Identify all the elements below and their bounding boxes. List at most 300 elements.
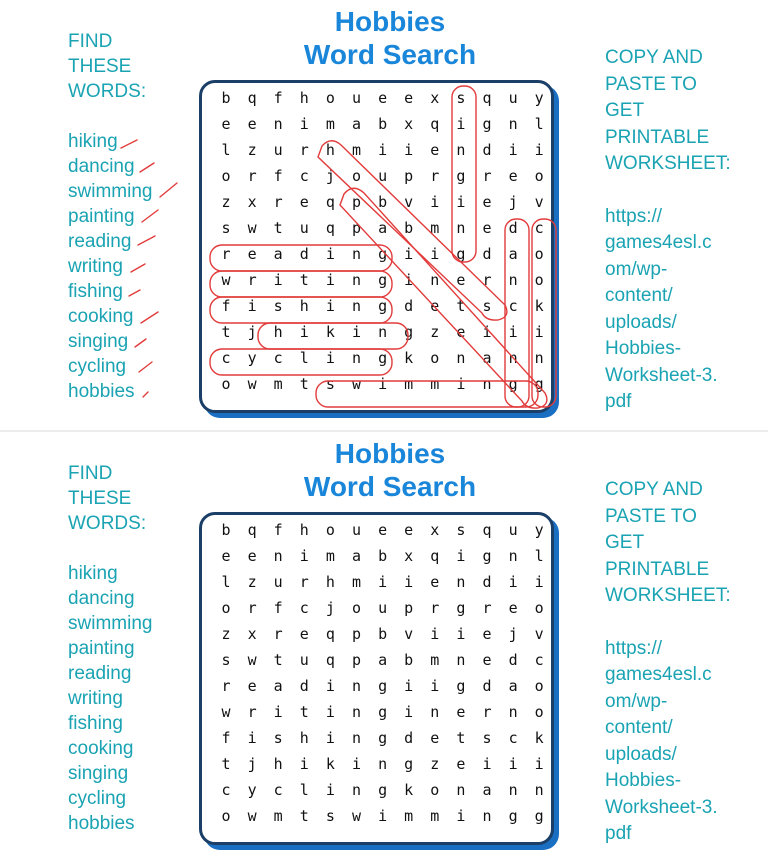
grid-letter: u <box>299 219 309 237</box>
grid-letter: z <box>221 625 231 643</box>
grid-letter: a <box>378 651 388 669</box>
grid-letter: a <box>508 677 518 695</box>
grid-letter: h <box>325 141 335 159</box>
grid-letter: i <box>508 141 518 159</box>
grid-letter: m <box>404 807 414 825</box>
grid-letter: p <box>404 599 414 617</box>
grid-letter: i <box>273 703 283 721</box>
grid-letter: r <box>299 573 309 591</box>
grid-letter: d <box>482 141 492 159</box>
grid-letter: z <box>221 193 231 211</box>
grid-letter: h <box>273 323 283 341</box>
grid-letter: q <box>247 521 257 539</box>
grid-letter: r <box>482 167 492 185</box>
grid-letter: q <box>430 547 440 565</box>
grid-letter: s <box>221 219 231 237</box>
copy-instructions <box>605 477 765 848</box>
grid-letter: s <box>273 729 283 747</box>
grid-letter: n <box>351 703 362 721</box>
grid-letter: k <box>534 297 544 315</box>
word-item: cooking <box>68 306 134 327</box>
grid-letter: s <box>325 807 335 825</box>
word-item: dancing <box>68 156 135 177</box>
grid-letter: s <box>456 521 466 539</box>
grid-letter: e <box>378 89 388 107</box>
word-item: fishing <box>68 281 123 302</box>
grid-letter: n <box>508 115 518 133</box>
grid-letter: g <box>378 729 388 747</box>
grid-letter: q <box>325 219 335 237</box>
grid-letter: j <box>247 323 257 341</box>
grid-letter: d <box>299 245 309 263</box>
copy-line: COPY AND <box>605 479 703 500</box>
grid-letter: i <box>456 375 466 393</box>
grid-letter: z <box>430 323 440 341</box>
grid-letter: i <box>378 807 388 825</box>
grid-letter: g <box>378 349 388 367</box>
grid-letter: m <box>273 807 283 825</box>
grid-letter: e <box>221 115 231 133</box>
grid-letter: q <box>325 651 335 669</box>
copy-line: GET <box>605 100 645 121</box>
grid-letter: i <box>247 729 257 747</box>
word-item: fishing <box>68 713 123 734</box>
grid-letter: g <box>508 375 518 393</box>
grid-letter: t <box>299 807 309 825</box>
grid-letter: i <box>456 547 466 565</box>
grid-letter: s <box>273 297 283 315</box>
grid-letter: d <box>404 729 414 747</box>
grid-letter: k <box>325 755 335 773</box>
grid-letter: p <box>351 651 362 669</box>
url-line[interactable]: games4esl.c <box>605 664 712 685</box>
grid-letter: u <box>378 599 388 617</box>
grid-letter: g <box>508 807 518 825</box>
grid-letter: u <box>351 89 362 107</box>
instruction-line: FIND <box>68 31 113 52</box>
grid-letter: e <box>482 193 492 211</box>
grid-letter: f <box>273 521 283 539</box>
word-item: painting <box>68 206 135 227</box>
grid-letter: m <box>430 375 440 393</box>
grid-letter: y <box>534 89 544 107</box>
grid-letter: j <box>325 599 335 617</box>
grid-letter: p <box>351 625 362 643</box>
grid-letter: t <box>456 297 466 315</box>
grid-letter: i <box>404 703 414 721</box>
grid-letter: i <box>247 297 257 315</box>
grid-letter: r <box>430 167 440 185</box>
grid-letter: e <box>508 167 518 185</box>
worksheet-title <box>255 437 525 503</box>
grid-letter: n <box>430 271 440 289</box>
grid-letter: i <box>351 323 362 341</box>
grid-letter: g <box>378 703 388 721</box>
grid-letter: n <box>456 219 466 237</box>
grid-letter: e <box>482 625 492 643</box>
grid-letter: w <box>351 375 362 393</box>
grid-letter: i <box>404 245 414 263</box>
grid-letter: q <box>482 521 492 539</box>
grid-letter: s <box>482 729 492 747</box>
grid-letter: u <box>378 167 388 185</box>
grid-letter: i <box>456 115 466 133</box>
grid-letter: g <box>378 297 388 315</box>
grid-letter: n <box>508 547 518 565</box>
grid-letter: b <box>404 219 414 237</box>
grid-letter: y <box>247 781 257 799</box>
grid-letter: m <box>351 573 362 591</box>
grid-letter: c <box>273 781 283 799</box>
grid-letter: k <box>325 323 335 341</box>
grid-letter: e <box>247 547 257 565</box>
grid-letter: i <box>325 349 335 367</box>
grid-letter: c <box>534 219 544 237</box>
grid-letter: o <box>430 349 440 367</box>
grid-letter: n <box>351 271 362 289</box>
grid-letter: e <box>247 115 257 133</box>
grid-letter: n <box>508 781 518 799</box>
grid-letter: r <box>247 167 257 185</box>
grid-letter: n <box>456 349 466 367</box>
grid-letter: t <box>273 651 283 669</box>
grid-letter: e <box>430 729 440 747</box>
instruction-line: WORDS: <box>68 81 147 102</box>
grid-letters <box>199 80 554 413</box>
grid-letter: m <box>404 375 414 393</box>
grid-letter: r <box>273 625 283 643</box>
url-line[interactable]: games4esl.c <box>605 232 712 253</box>
grid-letter: q <box>482 89 492 107</box>
url-line[interactable]: Hobbies- <box>605 770 682 791</box>
grid-letter: w <box>247 807 257 825</box>
grid-letter: i <box>325 297 335 315</box>
grid-letter: o <box>221 167 231 185</box>
grid-letter: f <box>221 729 231 747</box>
copy-line: PRINTABLE <box>605 558 710 580</box>
url-line[interactable]: pdf <box>605 391 632 412</box>
grid-letter: j <box>325 167 335 185</box>
grid-letter: x <box>247 193 257 211</box>
grid-letter: g <box>378 245 388 263</box>
url-line[interactable]: content/ <box>605 717 673 738</box>
grid-letter: m <box>430 219 440 237</box>
grid-letter: o <box>221 375 231 393</box>
grid-letter: b <box>404 651 414 669</box>
grid-letter: h <box>299 729 309 747</box>
instruction-line: THESE <box>68 488 132 509</box>
grid-letter: o <box>534 599 544 617</box>
grid-letter: u <box>508 89 518 107</box>
grid-letter: g <box>404 755 414 773</box>
grid-letter: k <box>534 729 544 747</box>
grid-letter: c <box>299 167 309 185</box>
grid-letter: i <box>325 703 335 721</box>
grid-letter: h <box>325 573 335 591</box>
grid-letter: g <box>482 547 492 565</box>
grid-letter: r <box>482 703 492 721</box>
url-line[interactable]: https:// <box>605 205 663 227</box>
grid-letter: n <box>456 651 466 669</box>
grid-letter: b <box>221 521 231 539</box>
copy-line: PASTE TO <box>605 73 697 95</box>
grid-letter: p <box>351 219 362 237</box>
grid-letter: i <box>456 807 466 825</box>
grid-letter: i <box>273 271 283 289</box>
url-line[interactable]: https:// <box>605 637 663 659</box>
grid-letter: w <box>247 651 257 669</box>
grid-letter: n <box>456 781 466 799</box>
url-line[interactable]: Hobbies- <box>605 338 682 359</box>
title-line-2: Word Search <box>303 471 477 502</box>
grid-letter: i <box>534 755 544 773</box>
word-search-grid <box>199 512 559 850</box>
grid-letter: g <box>378 781 388 799</box>
word-item: cooking <box>68 738 134 759</box>
grid-letter: c <box>221 349 231 367</box>
grid-letter: y <box>534 521 544 539</box>
grid-letter: z <box>247 141 257 159</box>
grid-letter: n <box>534 349 544 367</box>
grid-letter: x <box>430 521 440 539</box>
word-item: reading <box>68 231 132 252</box>
url-line[interactable]: pdf <box>605 823 632 844</box>
worksheet-url[interactable] <box>605 636 765 848</box>
title-line-1: Hobbies <box>334 438 446 469</box>
grid-letter: f <box>273 167 283 185</box>
grid-letter: r <box>482 599 492 617</box>
word-item: cycling <box>68 356 127 377</box>
url-line[interactable]: uploads/ <box>605 311 677 333</box>
word-item: singing <box>68 331 129 352</box>
grid-letter: i <box>404 271 414 289</box>
grid-letter: c <box>534 651 544 669</box>
grid-letter: w <box>351 807 362 825</box>
grid-letter: n <box>351 349 362 367</box>
worksheet-url[interactable] <box>605 204 765 416</box>
grid-letter: l <box>534 115 544 133</box>
grid-letter: g <box>534 807 544 825</box>
grid-letter: x <box>247 625 257 643</box>
grid-letter: p <box>404 167 414 185</box>
grid-letter: w <box>247 219 257 237</box>
grid-letter: n <box>482 375 492 393</box>
grid-letter: i <box>378 375 388 393</box>
grid-letter: n <box>430 703 440 721</box>
grid-letter: r <box>247 271 257 289</box>
grid-letter: o <box>430 781 440 799</box>
grid-letter: c <box>508 297 518 315</box>
grid-letter: g <box>378 271 388 289</box>
grid-letter: m <box>430 807 440 825</box>
grid-letter: m <box>351 141 362 159</box>
word-item: hobbies <box>68 381 135 402</box>
instruction-line: FIND <box>68 463 113 484</box>
copy-instructions <box>605 45 765 416</box>
grid-letter: l <box>534 547 544 565</box>
grid-letter: v <box>404 193 414 211</box>
grid-letter: o <box>221 807 231 825</box>
grid-letter: h <box>299 521 309 539</box>
grid-letter: n <box>508 349 518 367</box>
grid-letter: k <box>404 781 414 799</box>
grid-letter: a <box>273 245 283 263</box>
grid-letter: e <box>299 193 309 211</box>
grid-letter: i <box>456 625 466 643</box>
grid-letter: o <box>534 245 544 263</box>
grid-letter: i <box>299 115 309 133</box>
grid-letter: c <box>299 599 309 617</box>
grid-letter: e <box>404 521 414 539</box>
grid-letter: e <box>456 703 466 721</box>
grid-letter: d <box>404 297 414 315</box>
grid-letter: g <box>404 323 414 341</box>
word-item: dancing <box>68 588 135 609</box>
grid-letter: i <box>351 755 362 773</box>
url-line[interactable]: Worksheet-3. <box>605 364 718 386</box>
copy-line: GET <box>605 532 645 553</box>
grid-letter: e <box>247 677 257 695</box>
grid-letter: m <box>325 547 335 565</box>
grid-letter: n <box>351 245 362 263</box>
grid-letter: c <box>508 729 518 747</box>
grid-letter: f <box>221 297 231 315</box>
grid-letter: e <box>430 573 440 591</box>
grid-letter: r <box>221 677 231 695</box>
grid-letter: r <box>482 271 492 289</box>
grid-letter: i <box>378 141 388 159</box>
grid-letter: t <box>299 703 309 721</box>
grid-letter: i <box>299 755 309 773</box>
copy-line: PASTE TO <box>605 505 697 527</box>
grid-letter: w <box>247 375 257 393</box>
grid-letter: g <box>456 677 466 695</box>
copy-line: WORKSHEET: <box>605 585 731 606</box>
grid-letter: c <box>273 349 283 367</box>
grid-letter: i <box>534 141 544 159</box>
grid-letter: n <box>508 703 518 721</box>
grid-letter: o <box>221 599 231 617</box>
grid-letter: n <box>351 781 362 799</box>
url-line[interactable]: om/wp- <box>605 258 668 280</box>
url-line[interactable]: content/ <box>605 285 673 306</box>
grid-letter: a <box>482 781 492 799</box>
grid-letter: l <box>299 349 309 367</box>
grid-letter: e <box>508 599 518 617</box>
grid-letter: i <box>325 781 335 799</box>
grid-letter: e <box>221 547 231 565</box>
grid-letter: d <box>482 573 492 591</box>
grid-letter: i <box>534 323 544 341</box>
word-item: painting <box>68 638 135 659</box>
grid-letter: i <box>508 323 518 341</box>
grid-letter: t <box>273 219 283 237</box>
grid-letter: s <box>221 651 231 669</box>
grid-letter: e <box>456 755 466 773</box>
grid-letter: d <box>508 651 518 669</box>
grid-letter: o <box>534 703 544 721</box>
word-item: swimming <box>68 613 153 634</box>
grid-letter: i <box>508 573 518 591</box>
grid-letter: i <box>404 677 414 695</box>
grid-letter: x <box>404 547 414 565</box>
instruction-line: WORDS: <box>68 513 147 534</box>
grid-letter: a <box>508 245 518 263</box>
grid-letter: f <box>273 89 283 107</box>
grid-letter: y <box>247 349 257 367</box>
grid-letter: i <box>430 625 440 643</box>
grid-letter: e <box>456 323 466 341</box>
grid-letter: h <box>299 89 309 107</box>
grid-letter: i <box>456 193 466 211</box>
grid-letter: e <box>482 651 492 669</box>
grid-letter: a <box>378 219 388 237</box>
word-item: hiking <box>68 563 118 584</box>
word-item: cycling <box>68 788 127 809</box>
grid-letter: g <box>482 115 492 133</box>
word-item: singing <box>68 763 129 784</box>
grid-letter: q <box>325 625 335 643</box>
grid-letter: z <box>247 573 257 591</box>
grid-letter: e <box>299 625 309 643</box>
grid-letter: n <box>482 807 492 825</box>
grid-letter: q <box>247 89 257 107</box>
grid-letter: z <box>430 755 440 773</box>
grid-letter: o <box>534 167 544 185</box>
grid-letter: x <box>430 89 440 107</box>
grid-letter: n <box>273 547 283 565</box>
grid-letters <box>199 512 554 845</box>
grid-letter: n <box>534 781 544 799</box>
grid-letter: j <box>508 625 518 643</box>
grid-letter: g <box>378 677 388 695</box>
grid-letter: e <box>456 271 466 289</box>
grid-letter: n <box>273 115 283 133</box>
grid-letter: r <box>273 193 283 211</box>
grid-letter: n <box>378 323 388 341</box>
grid-letter: j <box>247 755 257 773</box>
grid-letter: p <box>351 193 362 211</box>
grid-letter: l <box>221 573 231 591</box>
grid-letter: v <box>404 625 414 643</box>
grid-letter: a <box>351 547 362 565</box>
copy-line: COPY AND <box>605 47 703 68</box>
grid-letter: b <box>378 547 388 565</box>
copy-line: PRINTABLE <box>605 126 710 148</box>
grid-letter: w <box>221 271 231 289</box>
grid-letter: d <box>508 219 518 237</box>
grid-letter: j <box>508 193 518 211</box>
url-line[interactable]: uploads/ <box>605 743 677 765</box>
worksheet-panel-clean <box>0 432 768 864</box>
grid-letter: u <box>351 521 362 539</box>
grid-letter: o <box>325 521 335 539</box>
grid-letter: r <box>430 599 440 617</box>
grid-letter: m <box>430 651 440 669</box>
grid-letter: t <box>221 755 231 773</box>
grid-letter: i <box>534 573 544 591</box>
url-line[interactable]: om/wp- <box>605 690 668 712</box>
word-item: hobbies <box>68 813 135 834</box>
grid-letter: b <box>378 625 388 643</box>
grid-letter: e <box>378 521 388 539</box>
grid-letter: x <box>404 115 414 133</box>
url-line[interactable]: Worksheet-3. <box>605 796 718 818</box>
grid-letter: l <box>221 141 231 159</box>
grid-letter: e <box>482 219 492 237</box>
grid-letter: n <box>351 677 362 695</box>
grid-letter: i <box>404 573 414 591</box>
